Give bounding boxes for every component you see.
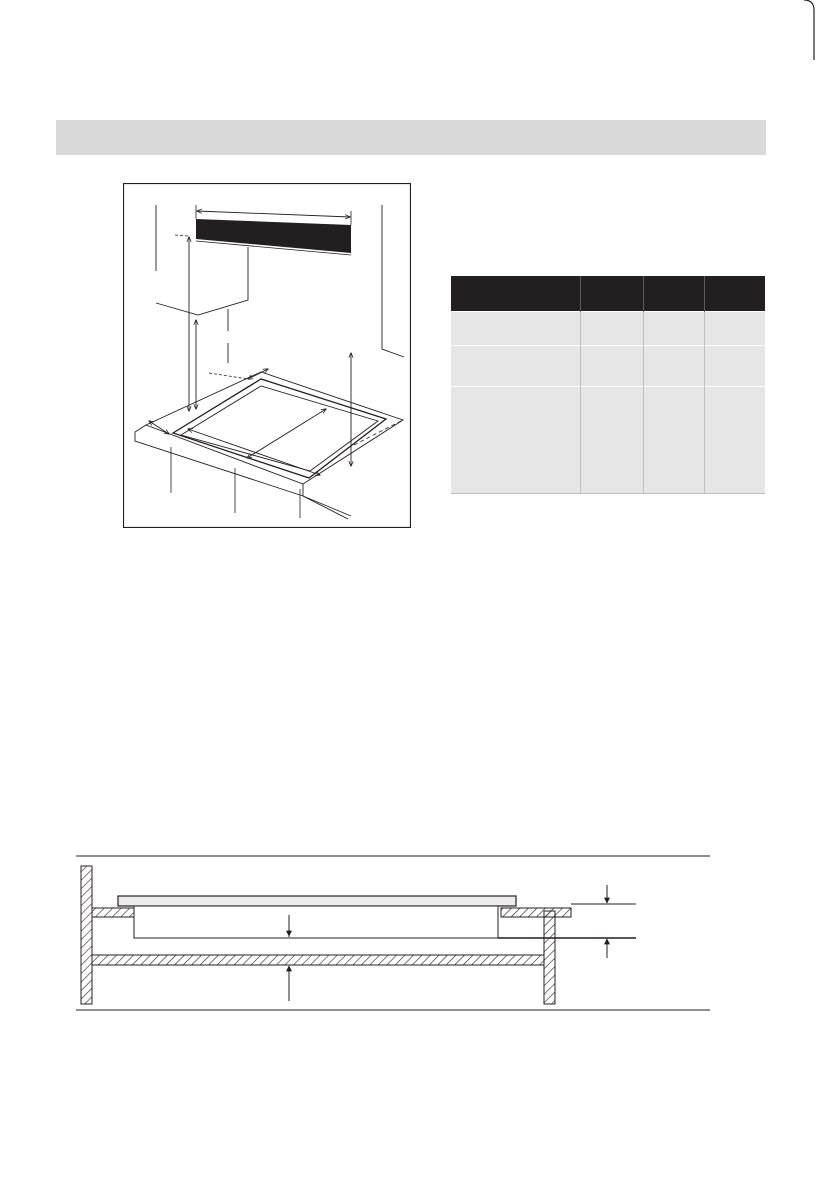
table-cell [580,312,643,346]
table-cell [580,387,643,494]
table-header-cell [704,276,765,312]
table-cell [451,387,580,494]
hob-cross-section-diagram [74,853,714,1013]
right-cabinet-wall [544,911,555,1004]
table-row [451,312,765,346]
section-heading-bar [56,120,766,155]
table-cell [643,312,704,346]
worktop-left [92,908,134,917]
left-cabinet-wall [81,866,92,1004]
table-cell [451,346,580,387]
table-cell [704,346,765,387]
installation-clearance-diagram [123,183,411,528]
hob-glass [118,896,516,906]
cutout-width-dimension [247,409,326,458]
table-cell [704,312,765,346]
table-cell [451,312,580,346]
cutout-depth-dimension [188,429,320,475]
table-cell [643,346,704,387]
table-cell [643,387,704,494]
hood-width-dimension [197,211,350,217]
rear-clearance-dimension [248,369,268,379]
table-cell [580,346,643,387]
right-wall-cabinet [382,205,404,357]
table-header-row [451,276,765,312]
dimension-table [451,276,765,494]
hob-body [134,906,498,938]
separation-shelf [92,955,544,965]
table-row [451,387,765,494]
page-edge-tab [804,0,822,60]
hob-cutout [173,379,386,478]
table-header-cell [643,276,704,312]
table-header-cell [580,276,643,312]
table-row [451,346,765,387]
table-header-cell [451,276,580,312]
worktop-right [501,908,571,917]
table-cell [704,387,765,494]
